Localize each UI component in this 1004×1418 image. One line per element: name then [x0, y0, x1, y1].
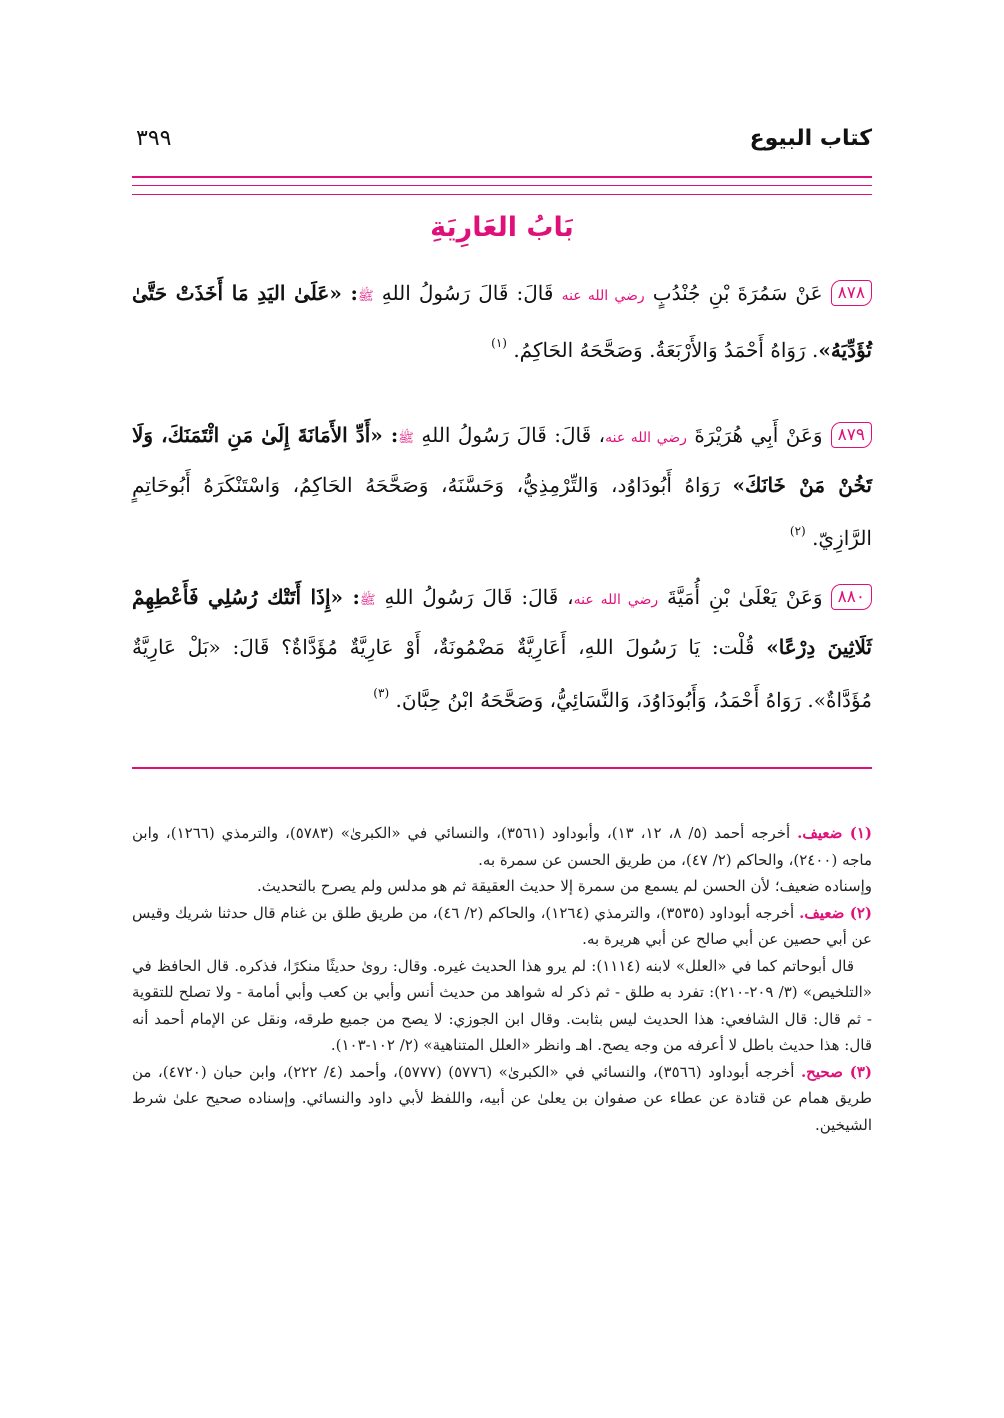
- footnote-1: [132, 820, 872, 900]
- footnote-label: (١) ضعيف.: [797, 824, 873, 842]
- hadith-said: ، قَالَ: قَالَ رَسُولُ اللهِ: [421, 423, 606, 447]
- hadith-intro: عَنْ سَمُرَةَ بْنِ جُنْدُبٍ: [652, 281, 823, 305]
- header-rule-bottom: [132, 185, 872, 186]
- header-rule-top: [132, 176, 872, 178]
- hadith-matn: : «عَلَىٰ اليَدِ مَا أَخَذَتْ حَتَّىٰ تُؤَدِّيَهُ»: [132, 281, 872, 362]
- footnote-3: [132, 1059, 872, 1139]
- honorific-glyph: رضي الله عنه: [561, 288, 645, 304]
- hadith-number-badge: ٨٧٨: [831, 280, 872, 306]
- salla-glyph: ﷺ: [359, 593, 376, 608]
- footnote-text: قال أبوحاتم كما في «العلل» لابنه (١١١٤): لم يرو هذا الحديث غيره. وقال: روىٰ حديثًا منكرًا، فذكره. قال الحافظ في «التلخيص» (٣/ ٢٠٩-٢١٠): تفرد به طلق - ثم ذكر له شواهد من حديث أنس وأبي بن كعب وأبي أمامة - ولا تصلح للتقوية - ثم قال: قال الشافعي: هذا الحديث ليس بثابت. وقال ابن الجوزي: لا يصح من جميع طرقه، ونقل عن الإمام أحمد أنه قال: هذا حديث باطل لا أعرفه من وجه يصح. اهـ وانظر «العلل المتناهية» (٢/ ١٠٢-١٠٣).: [132, 956, 872, 1054]
- hadith-takhrij: . رَوَاهُ أَحْمَدُ وَالأَرْبَعَةُ. وَصَحَّحَهُ الحَاكِمُ.: [513, 338, 819, 362]
- footnote-text: أخرجه أبوداود (٣٥٦٦)، والنسائي في «الكبرىٰ» (٥٧٧٦) (٥٧٧٧)، وأحمد (٤/ ٢٢٢)، وابن حبان (٤٧٢٠)، من طريق همام عن قتادة عن عطاء عن صفوان بن يعلىٰ عن أبيه، واللفظ لأبي داود والنسائي. وإسناده صحيح علىٰ شرط الشيخين.: [132, 1062, 872, 1134]
- page-header: [132, 126, 872, 160]
- hadith-takhrij: رَوَاهُ أَبُودَاوُد، وَالتِّرْمِذِيُّ، وَحَسَّنَهُ، وَصَحَّحَهُ الحَاكِمُ، وَاسْتَنْكَرَهُ أَبُوحَاتِمٍ الرَّازِيّ.: [132, 473, 872, 550]
- footnote-text: وإسناده ضعيف؛ لأن الحسن لم يسمع من سمرة إلا حديث العقيقة ثم هو مدلس ولم يصرح بالتحديث.: [257, 877, 872, 895]
- hadith-number-badge: ٨٧٩: [831, 422, 872, 448]
- header-rule-third: [132, 194, 872, 195]
- footnote-text: أخرجه أحمد (٥/ ٨، ١٢، ١٣)، وأبوداود (٣٥٦١)، والنسائي في «الكبرىٰ» (٥٧٨٣)، والترمذي (١٢٦٦)، وابن ماجه (٢٤٠٠)، والحاكم (٢/ ٤٧)، من طريق الحسن عن سمرة به.: [132, 824, 872, 869]
- hadith-intro: وَعَنْ يَعْلَىٰ بْنِ أُمَيَّةَ: [666, 585, 823, 609]
- footnote-label: (٢) ضعيف.: [799, 903, 872, 922]
- honorific-glyph: رضي الله عنه: [573, 592, 659, 608]
- footnote-text: أخرجه أبوداود (٣٥٣٥)، والترمذي (١٢٦٤)، والحاكم (٢/ ٤٦)، من طريق طلق بن غنام قال حدثنا شريك وقيس عن أبي حصين عن أبي صالح عن أبي هريرة به.: [132, 903, 872, 948]
- footnote-separator: [132, 767, 872, 769]
- footnotes: [132, 820, 872, 1138]
- footnote-ref[interactable]: (١): [491, 336, 507, 350]
- hadith-number-badge: ٨٨٠: [831, 584, 872, 610]
- footnote-label: (٣) صحيح.: [800, 1062, 872, 1081]
- hadith-said: ، قَالَ: قَالَ رَسُولُ اللهِ: [384, 585, 574, 609]
- footnote-ref[interactable]: (٣): [373, 686, 390, 700]
- hadith-matn: : «إِذَا أَتَتْك رُسُلِي فَأَعْطِهِمْ ثَلَاثِينَ دِرْعًا»: [132, 585, 872, 659]
- hadith-takhrij: قُلْت: يَا رَسُولَ اللهِ، أَعَارِيَّةٌ مَضْمُونَةٌ، أَوْ عَارِيَّةٌ مُؤَدَّاةٌ؟ قَالَ: «بَلْ عَارِيَّةٌ مُؤَدَّاةٌ». رَوَاهُ أَحْمَدُ، وَأَبُودَاوُدَ، وَالنَّسَائِيُّ، وَصَحَّحَهُ ابْنُ حِبَّانَ.: [132, 635, 872, 712]
- hadith-intro: وَعَنْ أَبِي هُرَيْرَةَ: [694, 423, 823, 447]
- hadith-matn: : «أَدِّ الأَمَانَةَ إِلَىٰ مَنِ ائْتَمَنَكَ، وَلَا تَخُنْ مَنْ خَانَكَ»: [132, 423, 872, 497]
- book-title: كتاب البيوع: [749, 126, 872, 151]
- hadith-878: [132, 270, 872, 373]
- honorific-glyph: رضي الله عنه: [605, 430, 687, 446]
- hadith-879: [132, 412, 872, 561]
- salla-glyph: ﷺ: [398, 431, 414, 446]
- page-number: ٣٩٩: [136, 126, 172, 151]
- hadith-said: قَالَ: قَالَ رَسُولُ اللهِ: [381, 281, 554, 305]
- footnote-ref[interactable]: (٢): [789, 524, 806, 538]
- book-page: [132, 0, 872, 1418]
- hadith-880: [132, 574, 872, 723]
- footnote-2: [132, 900, 872, 1059]
- chapter-title: بَابُ العَارِيَةِ: [430, 212, 574, 243]
- salla-glyph: ﷺ: [357, 289, 374, 304]
